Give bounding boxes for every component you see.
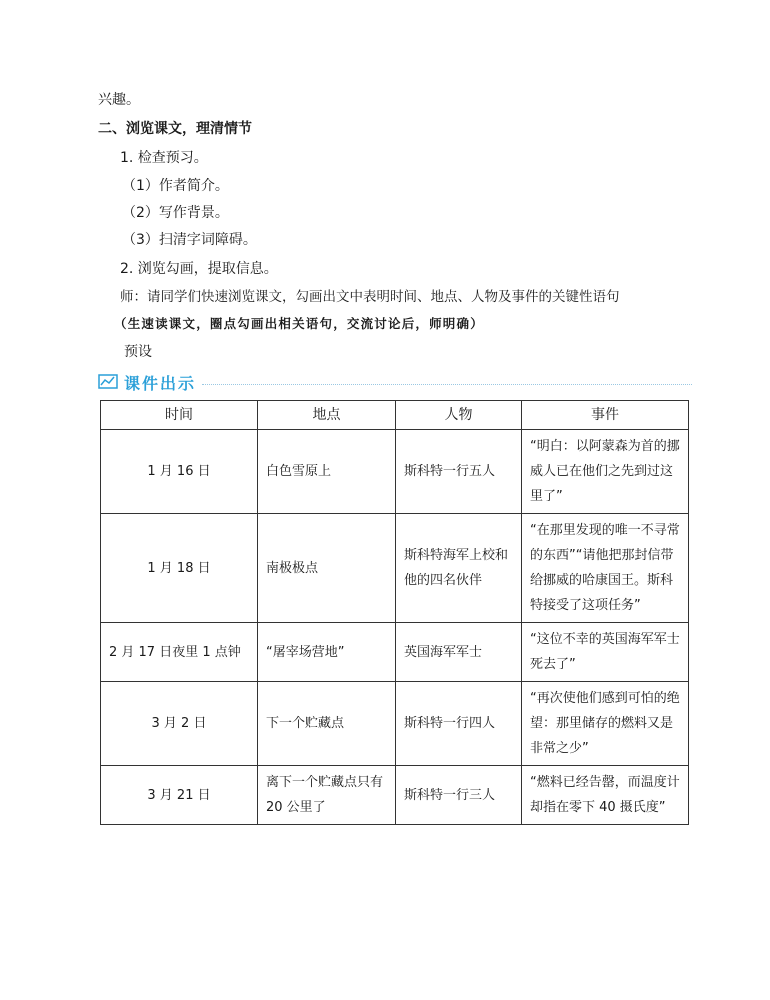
cell-people: 斯科特一行五人 — [396, 430, 522, 514]
cell-time: 1 月 18 日 — [101, 514, 258, 623]
cell-time: 3 月 2 日 — [101, 682, 258, 766]
cell-event: “再次使他们感到可怕的绝望：那里储存的燃料又是非常之少” — [522, 682, 689, 766]
cell-time: 1 月 16 日 — [101, 430, 258, 514]
substep-background: （2）写作背景。 — [122, 205, 229, 221]
table-header-row — [101, 401, 689, 430]
header-place: 地点 — [258, 401, 396, 430]
table-row — [101, 766, 689, 825]
banner-title: 课件出示 — [124, 373, 197, 393]
banner-divider — [202, 384, 692, 385]
cell-event: “燃料已经告罄，而温度计却指在零下 40 摄氏度” — [522, 766, 689, 825]
table-row — [101, 682, 689, 766]
teacher-instruction: 师：请同学们快速浏览课文，勾画出文中表明时间、地点、人物及事件的关键性语句 — [120, 289, 620, 305]
cell-place: 离下一个贮藏点只有 20 公里了 — [258, 766, 396, 825]
events-table — [100, 400, 689, 825]
step-browse: 2. 浏览勾画，提取信息。 — [120, 261, 278, 277]
cell-time: 2 月 17 日夜里 1 点钟 — [101, 623, 258, 682]
cell-event: “在那里发现的唯一不寻常的东西”“请他把那封信带给挪威的哈康国王。斯科特接受了这项任务” — [522, 514, 689, 623]
cell-time: 3 月 21 日 — [101, 766, 258, 825]
cell-place: 白色雪原上 — [258, 430, 396, 514]
cell-place: 下一个贮藏点 — [258, 682, 396, 766]
table-row — [101, 623, 689, 682]
substep-vocabulary: （3）扫清字词障碍。 — [122, 232, 257, 248]
header-time: 时间 — [101, 401, 258, 430]
student-activity-note: （生速读课文，圈点勾画出相关语句，交流讨论后，师明确） — [114, 316, 484, 331]
section-heading: 二、浏览课文，理清情节 — [98, 121, 252, 137]
table-row — [101, 430, 689, 514]
cell-people: 斯科特一行四人 — [396, 682, 522, 766]
cell-place: “屠宰场营地” — [258, 623, 396, 682]
cell-event: “这位不幸的英国海军军士死去了” — [522, 623, 689, 682]
cell-place: 南极极点 — [258, 514, 396, 623]
text-line-continuation: 兴趣。 — [98, 92, 140, 108]
chart-icon — [98, 373, 120, 391]
step-check-preview: 1. 检查预习。 — [120, 150, 208, 166]
header-people: 人物 — [396, 401, 522, 430]
cell-people: 英国海军军士 — [396, 623, 522, 682]
substep-author: （1）作者简介。 — [122, 178, 229, 194]
cell-event: “明白：以阿蒙森为首的挪威人已在他们之先到过这里了” — [522, 430, 689, 514]
header-event: 事件 — [522, 401, 689, 430]
courseware-banner — [98, 369, 692, 395]
cell-people: 斯科特海军上校和他的四名伙伴 — [396, 514, 522, 623]
preset-label: 预设 — [124, 344, 152, 360]
cell-people: 斯科特一行三人 — [396, 766, 522, 825]
table-row — [101, 514, 689, 623]
